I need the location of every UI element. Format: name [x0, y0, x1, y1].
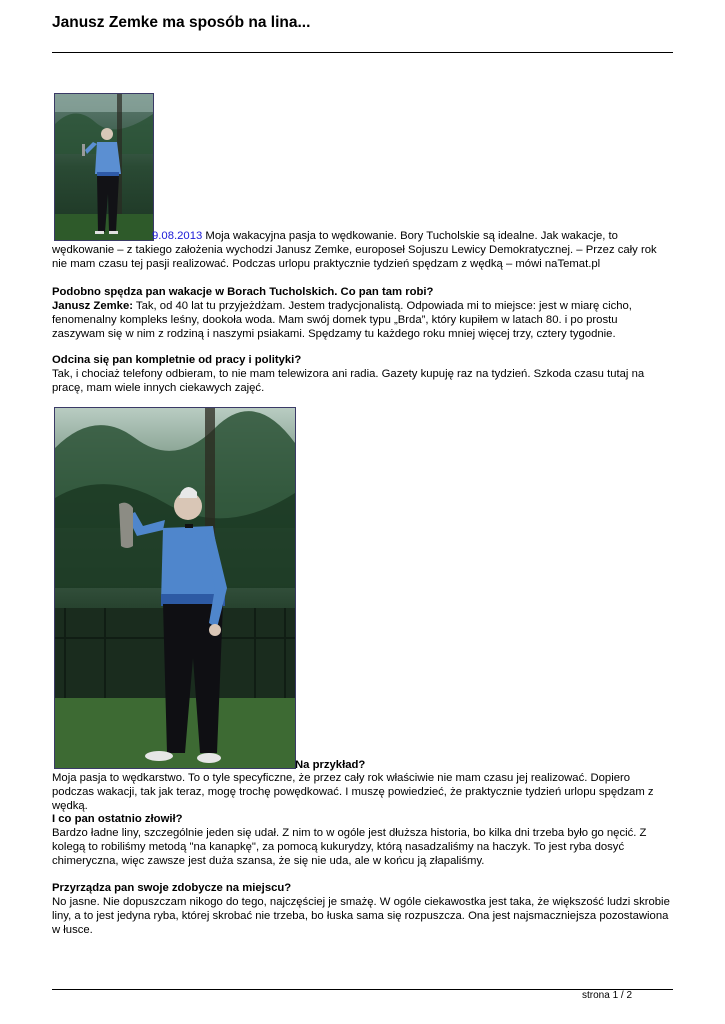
intro-paragraph [52, 229, 673, 271]
article-date: 9.08.2013 [152, 230, 203, 242]
photo-small-man-with-fish [54, 93, 154, 241]
qa-block-4 [52, 812, 673, 868]
question-3: Na przykład? [295, 759, 366, 771]
question-1: Podobno spędza pan wakacje w Borach Tucholskich. Co pan tam robi? [52, 286, 434, 298]
page-number: strona 1 / 2 [582, 990, 633, 1001]
answer-3: Moja pasja to wędkarstwo. To o tyle specyficzne, że przez cały rok właściwie nie mam czasu jej realizować. Dopiero podczas wakacji, tak jak teraz, mogę trochę powędkować. I muszę powiedzieć, że praktycznie tydzień urlopu spędzam z wędką. [52, 772, 654, 812]
qa-block-1 [52, 285, 673, 341]
qa-block-2 [52, 353, 673, 395]
header-divider [52, 52, 673, 53]
answer-1: Tak, od 40 lat tu przyjeżdżam. Jestem tradycjonalistą. Odpowiada mi to miejsce: jest w miarę cicho, fenomenalny kompleks leśny, dookoła woda. Mam swój domek typu „Brda”, który kupiłem w latach 80. i po prostu zaszywam się w nim z rodziną i naszymi psiakami. Spędzamy tu każdego roku mniej więcej trzy, cztery tygodnie. [52, 300, 632, 340]
answer-4: Bardzo ładne liny, szczególnie jeden się udał. Z nim to w ogóle jest dłuższa historia, bo kilka dni trzeba było go nęcić. Z kolegą to robiliśmy metodą "na kanapkę", za pomocą kukurydzy, którą nasadzaliśmy na haczyk. To jest ryba dosyć chimeryczna, więc zawsze jest duża szansa, że się nie uda, ale w końcu ją złapaliśmy. [52, 827, 647, 867]
footer-divider [52, 989, 673, 990]
answer-5: No jasne. Nie dopuszczam nikogo do tego, najczęściej je smażę. W ogóle ciekawostka jest taka, że większość ludzi skrobie liny, a to jest jedyna ryba, której skrobać nie trzeba, bo łuska sama się rozpuszcza. Ona jest najsmaczniejsza pozostawiona w łusce. [52, 896, 670, 936]
question-4: I co pan ostatnio złowił? [52, 813, 183, 825]
intro-text: Moja wakacyjna pasja to wędkowanie. Bory Tucholskie są idealne. Jak wakacje, to wędkowanie – z takiego założenia wychodzi Janusz Zemke, europoseł Sojuszu Lewicy Demokratycznej. – Przez cały rok nie mam czasu tej pasji realizować. Podczas urlopu praktycznie tydzień spędzam z wędką – mówi naTemat.pl [52, 230, 657, 270]
question-2: Odcina się pan kompletnie od pracy i polityki? [52, 354, 302, 366]
answer-2: Tak, i chociaż telefony odbieram, to nie mam telewizora ani radia. Gazety kupuję raz na tydzień. Szkoda czasu tutaj na pracę, mam wiele innych ciekawych zajęć. [52, 368, 645, 394]
photo-large-man-with-fish [54, 407, 296, 769]
page-title: Janusz Zemke ma sposób na lina... [52, 14, 311, 31]
speaker-label: Janusz Zemke: [52, 300, 133, 312]
answer-3-block [52, 771, 673, 813]
qa-block-5 [52, 881, 673, 937]
question-5: Przyrządza pan swoje zdobycze na miejscu? [52, 882, 292, 894]
